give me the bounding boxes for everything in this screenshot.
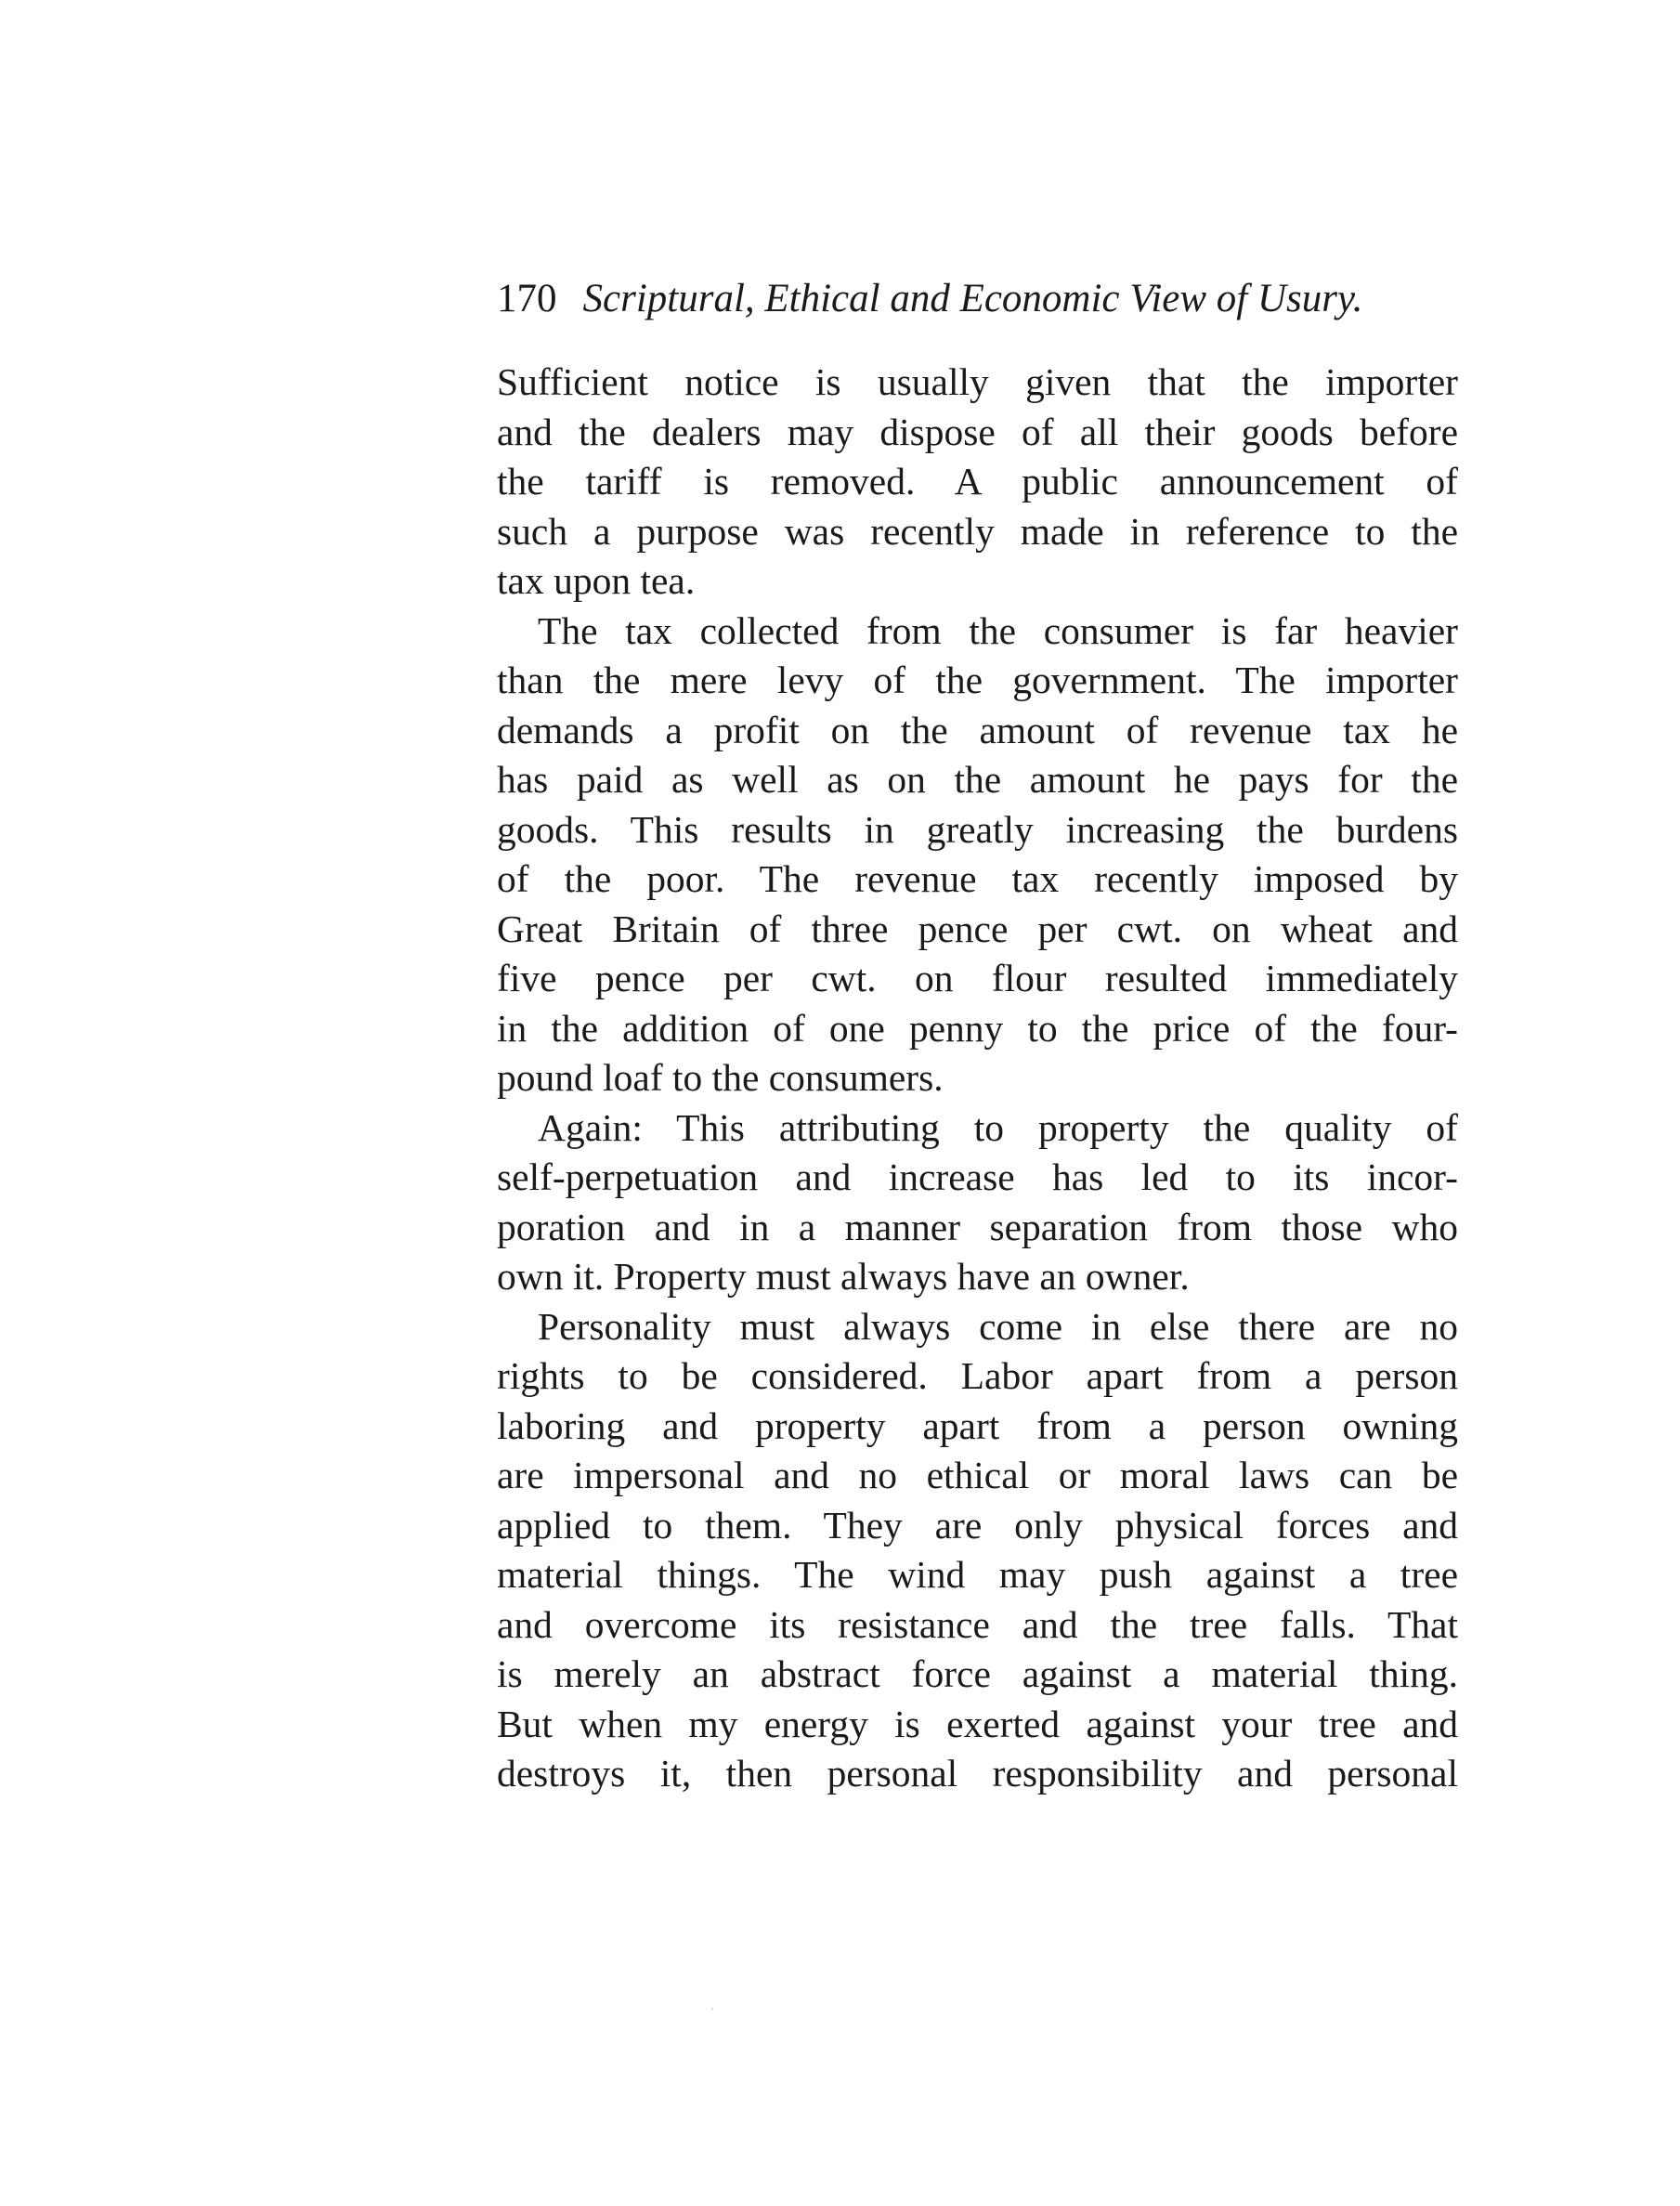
text-line: applied to them. They are only physical forces and [497,1503,1458,1547]
running-head [497,275,1458,323]
paragraph-start-line: The tax collected from the consumer is far heavier [538,608,1458,652]
text-line: and overcome its resistance and the tree falls. That [497,1602,1458,1646]
paragraph-start-line: Again: This attributing to property the quality of [538,1105,1458,1149]
scan-speck [711,2008,713,2010]
text-line: rights to be considered. Labor apart from a person [497,1354,1458,1397]
text-line: Great Britain of three pence per cwt. on wheat and [497,907,1458,950]
text-line: pound loaf to the consumers. [497,1056,944,1099]
text-line: tax upon tea. [497,559,696,602]
book-title: Scriptural, Ethical and Economic View of Usury. [582,277,1363,320]
text-line: laboring and property apart from a person owning [497,1403,1458,1447]
body-text [497,358,1458,1799]
text-line: Sufficient notice is usually given that the importer [497,360,1458,403]
text-line: such a purpose was recently made in reference to the [497,509,1458,553]
text-line: than the mere levy of the government. The importer [497,659,1458,701]
text-line: own it. Property must always have an owner. [497,1255,1190,1298]
text-line: demands a profit on the amount of revenue tax he [497,708,1458,751]
text-line: has paid as well as on the amount he pays for the [497,758,1458,801]
text-line: goods. This results in greatly increasing the burdens [497,807,1458,851]
text-line: the tariff is removed. A public announcement of [497,460,1458,503]
text-line: in the addition of one penny to the price of the four- [497,1006,1458,1050]
page-number: 170 [497,277,557,320]
text-line: material things. The wind may push against a tree [497,1553,1458,1596]
text-line: destroys it, then personal responsibility and personal [497,1752,1458,1795]
paragraph-start-line: Personality must always come in else there are no [538,1304,1458,1348]
text-line: and the dealers may dispose of all their goods before [497,410,1458,453]
text-line: poration and in a manner separation from those who [497,1205,1458,1248]
text-line: self-perpetuation and increase has led to its incor- [497,1155,1458,1198]
text-line: five pence per cwt. on flour resulted immediately [497,957,1458,999]
text-line: are impersonal and no ethical or moral laws can be [497,1454,1458,1496]
text-line: is merely an abstract force against a material thing. [497,1652,1458,1695]
text-line: But when my energy is exerted against your tree and [497,1702,1458,1745]
text-line: of the poor. The revenue tax recently imposed by [497,857,1458,900]
